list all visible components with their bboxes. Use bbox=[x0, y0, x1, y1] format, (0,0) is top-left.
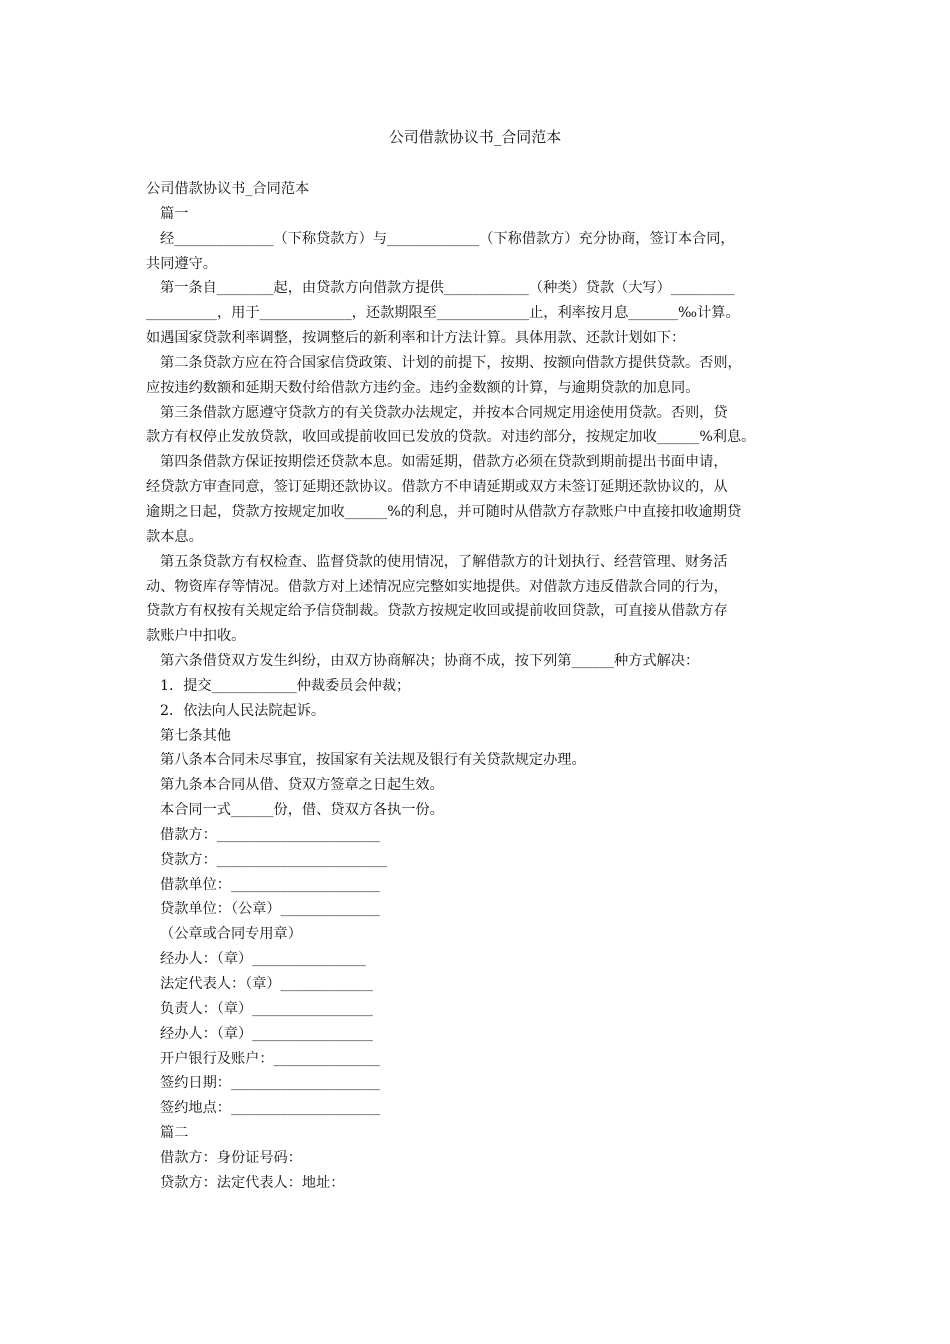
document-line: 款账户中扣收。 bbox=[146, 628, 246, 645]
document-line: 签约地点：_____________________ bbox=[160, 1100, 380, 1117]
document-line: 第一条自________起，由贷款方向借款方提供____________（种类）贷款（大写）_________ bbox=[160, 280, 735, 297]
document-line: 第五条贷款方有权检查、监督贷款的使用情况，了解借款方的计划执行、经营管理、财务活 bbox=[160, 553, 728, 570]
document-line: 共同遵守。 bbox=[146, 255, 217, 272]
document-line: 款方有权停止发放贷款，收回或提前收回已发放的贷款。对违约部分，按规定加收______%利息。 bbox=[146, 429, 756, 446]
document-line: 篇一 bbox=[160, 205, 189, 222]
document-line: __________，用于_____________，还款期限至_____________止，利率按月息_______‰计算。 bbox=[146, 305, 740, 322]
document-line: 贷款方：法定代表人：地址： bbox=[160, 1174, 345, 1191]
document-line: 第八条本合同未尽事宜，按国家有关法规及银行有关贷款规定办理。 bbox=[160, 752, 586, 769]
document-line: 本合同一式______份，借、贷双方各执一份。 bbox=[160, 802, 444, 819]
document-line: 第七条其他 bbox=[160, 727, 231, 744]
document-line: 第六条借贷双方发生纠纷，由双方协商解决；协商不成，按下列第______种方式解决： bbox=[160, 653, 700, 670]
document-line: 借款方：_______________________ bbox=[160, 826, 380, 843]
document-title: 公司借款协议书_合同范本 bbox=[388, 128, 562, 146]
document-line: 2．依法向人民法院起诉。 bbox=[160, 702, 326, 719]
document-line: 开户银行及账户：_______________ bbox=[160, 1050, 380, 1067]
document-line: 篇二 bbox=[160, 1125, 189, 1142]
document-line: 借款单位：_____________________ bbox=[160, 876, 380, 893]
document-line: 动、物资库存等情况。借款方对上述情况应完整如实地提供。对借款方违反借款合同的行为， bbox=[146, 578, 728, 595]
document-line: 第二条贷款方应在符合国家信贷政策、计划的前提下，按期、按额向借款方提供贷款。否则， bbox=[160, 354, 742, 371]
document-line: 经办人：（章）_________________ bbox=[160, 1025, 373, 1042]
document-line: 第九条本合同从借、贷双方签章之日起生效。 bbox=[160, 777, 444, 794]
document-line: 签约日期：_____________________ bbox=[160, 1075, 380, 1092]
document-line: 1．提交____________仲裁委员会仲裁； bbox=[160, 677, 411, 694]
document-line: 经办人：（章）________________ bbox=[160, 951, 366, 968]
document-line: 借款方：身份证号码： bbox=[160, 1149, 302, 1166]
document-line: 如遇国家贷款利率调整，按调整后的新利率和计方法计算。具体用款、还款计划如下： bbox=[146, 330, 686, 347]
document-line: 贷款方：________________________ bbox=[160, 851, 388, 868]
document-line: 公司借款协议书_合同范本 bbox=[146, 181, 310, 197]
document-line: 负责人：（章）_________________ bbox=[160, 1000, 373, 1017]
document-line: 逾期之日起，贷款方按规定加收______%的利息，并可随时从借款方存款账户中直接扣收逾期贷 bbox=[146, 503, 742, 520]
document-body bbox=[146, 177, 814, 1196]
document-line: 贷款方有权按有关规定给予信贷制裁。贷款方按规定收回或提前收回贷款，可直接从借款方存 bbox=[146, 603, 728, 620]
document-line: 第三条借款方愿遵守贷款方的有关贷款办法规定，并按本合同规定用途使用贷款。否则，贷 bbox=[160, 404, 728, 421]
document-line: 经______________（下称贷款方）与_____________（下称借款方）充分协商，签订本合同， bbox=[160, 230, 735, 247]
document-line: 法定代表人：（章）_____________ bbox=[160, 976, 373, 992]
document-line: 经贷款方审查同意，签订延期还款协议。借款方不申请延期或双方未签订延期还款协议的，从 bbox=[146, 479, 728, 496]
document-line: 款本息。 bbox=[146, 528, 203, 545]
document-line: 贷款单位：（公章）______________ bbox=[160, 901, 380, 918]
document-line: （公章或合同专用章） bbox=[160, 926, 302, 943]
document-line: 应按违约数额和延期天数付给借款方违约金。违约金数额的计算，与逾期贷款的加息同。 bbox=[146, 379, 700, 396]
document-line: 第四条借款方保证按期偿还贷款本息。如需延期，借款方必须在贷款到期前提出书面申请， bbox=[160, 454, 728, 471]
